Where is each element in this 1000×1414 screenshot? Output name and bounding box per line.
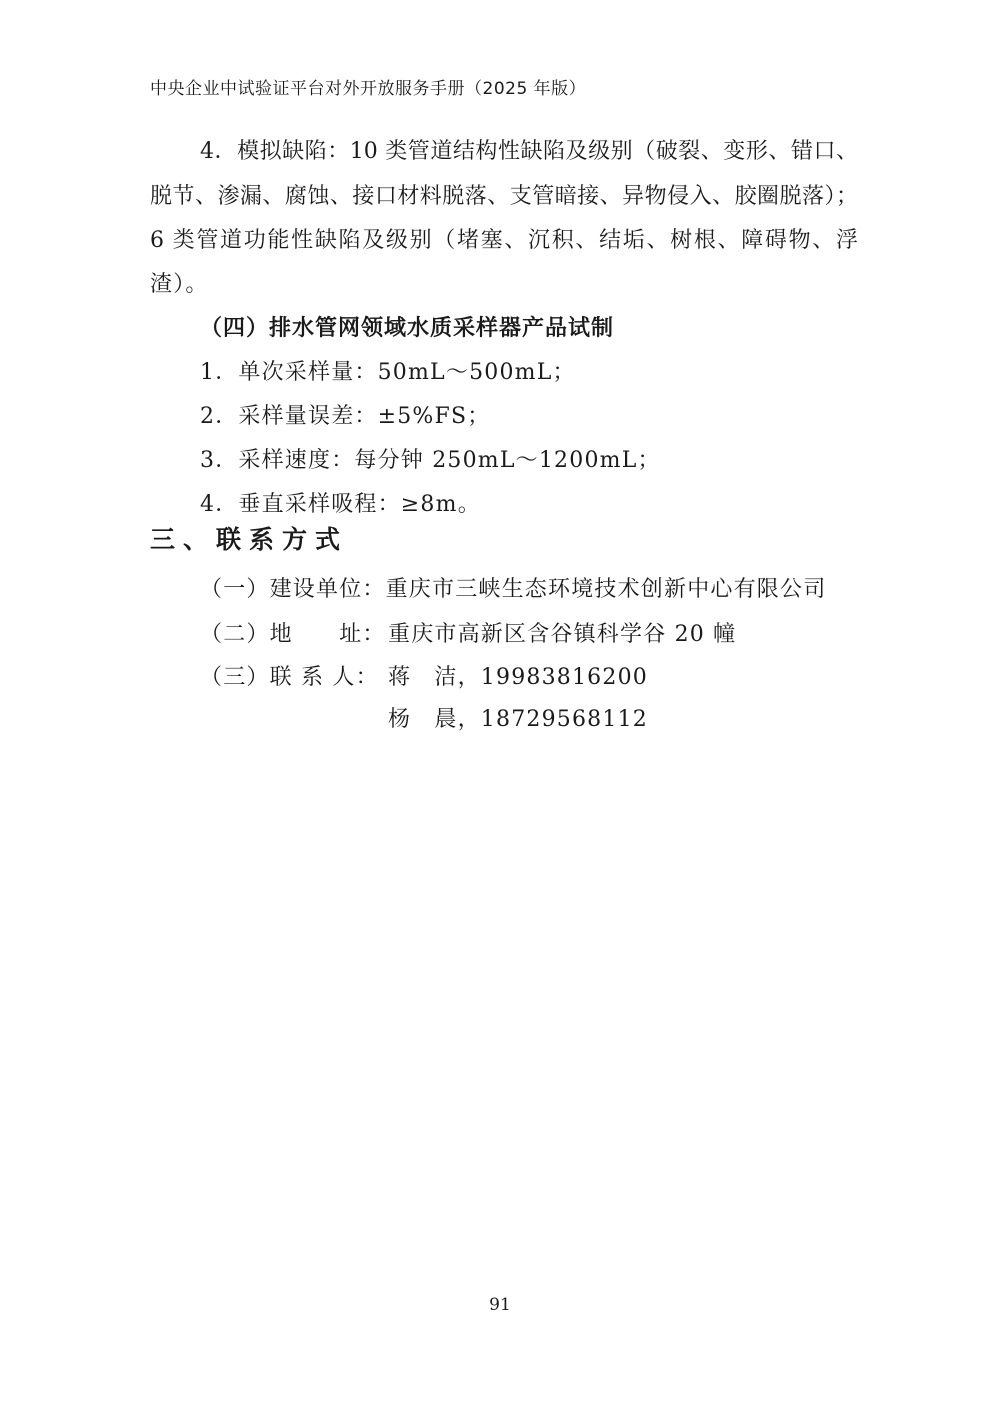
spec-item-1: 1．单次采样量：50mL～500mL； bbox=[200, 360, 576, 385]
spec-item-2: 2．采样量误差：±5%FS； bbox=[200, 404, 491, 429]
contact-heading: 三、联系方式 bbox=[150, 525, 349, 554]
section4-title: （四）排水管网领域水质采样器产品试制 bbox=[200, 316, 615, 341]
item4-line3: 6 类管道功能性缺陷及级别（堵塞、沉积、结垢、树根、障碍物、浮 bbox=[150, 228, 858, 253]
contact-person-2: 杨 晨，18729568112 bbox=[388, 707, 648, 732]
contact-person-1: 蒋 洁，19983816200 bbox=[388, 665, 648, 690]
contact-address-value: 重庆市高新区含谷镇科学谷 20 幢 bbox=[388, 622, 737, 647]
spec-item-3: 3．采样速度：每分钟 250mL～1200mL； bbox=[200, 448, 661, 473]
item4-line4: 渣）。 bbox=[150, 272, 209, 297]
item4-line1: 4．模拟缺陷：10 类管道结构性缺陷及级别（破裂、变形、错口、 bbox=[200, 139, 858, 164]
page-number: 91 bbox=[489, 1295, 511, 1315]
spec-item-4: 4．垂直采样吸程：≥8m。 bbox=[200, 492, 481, 517]
contact-address-label: （二）地 址： bbox=[200, 622, 386, 647]
contact-person-label: （三）联 系 人： bbox=[200, 665, 379, 690]
item4-line2: 脱节、渗漏、腐蚀、接口材料脱落、支管暗接、异物侵入、胶圈脱落）； bbox=[150, 184, 858, 209]
contact-unit: （一）建设单位：重庆市三峡生态环境技术创新中心有限公司 bbox=[200, 577, 827, 602]
page-header: 中央企业中试验证平台对外开放服务手册（2025 年版） bbox=[150, 79, 587, 99]
